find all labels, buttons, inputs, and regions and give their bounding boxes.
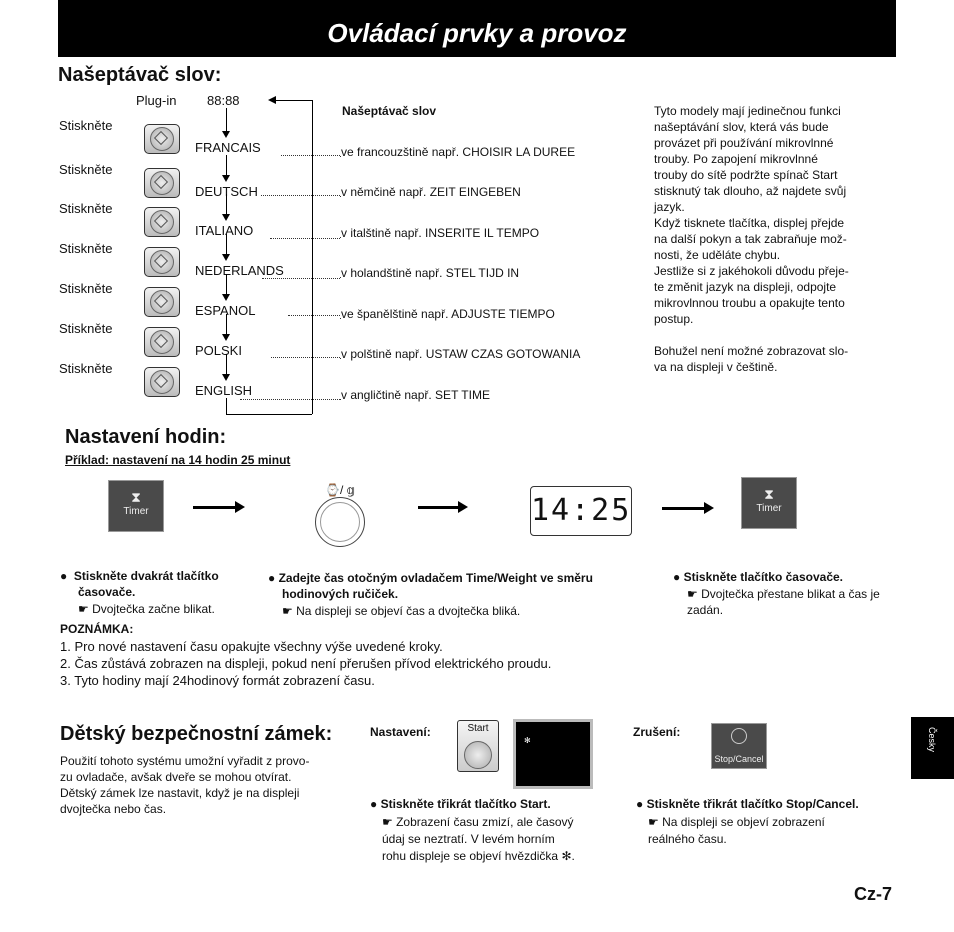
language-example: v angličtině např. SET TIME	[341, 388, 490, 402]
lock-set-step: ● Stiskněte třikrát tlačítko Start. ☛ Zobrazení času zmizí, ale časový údaj se neztratí. V levém horním rohu displeje se objeví hvězdička ✻.	[370, 796, 650, 865]
text-line: Bohužel není možné zobrazovat slo-	[654, 344, 849, 358]
text-line: na další pokyn a tak zabraňuje mož-	[654, 232, 847, 246]
step3-text: Stiskněte tlačítko časovače.	[683, 570, 844, 584]
text-line: 1. Pro nové nastavení času opakujte všechny výše uvedené kroky.	[60, 639, 443, 654]
page-number: Cz-7	[854, 884, 893, 904]
set-step-note	[370, 814, 650, 865]
start-button[interactable]	[144, 327, 180, 357]
page-title-banner	[58, 0, 896, 57]
language-option: ITALIANO	[195, 223, 254, 238]
language-option: NEDERLANDS	[195, 263, 284, 278]
loop-line-up	[226, 398, 227, 414]
lock-display	[513, 719, 593, 789]
text-line: mikrovlnnou troubu a opakujte tento	[654, 296, 845, 310]
cancel-step-note	[636, 814, 916, 848]
text-line: reálného času.	[648, 832, 727, 846]
clock-step-1: ● Stiskněte dvakrát tlačítko časovače. ☛ Dvojtečka začne blikat.	[60, 568, 260, 617]
start-label: Start	[467, 723, 489, 734]
set-label: Nastavení:	[370, 725, 431, 739]
text-line: Dětský zámek lze nastavit, když je na displeji	[60, 786, 300, 800]
arrow-down-icon	[222, 374, 230, 381]
clock-step-3: ● Stiskněte tlačítko časovače. ☛ Dvojtečka přestane blikat a čas je zadán.	[673, 569, 913, 618]
timer-label: Timer	[756, 503, 782, 514]
flow-line	[226, 314, 227, 336]
text-line: va na displeji v češtině.	[654, 360, 778, 374]
plugin-label: Plug-in	[136, 93, 177, 108]
lcd-display: 14:25	[530, 486, 632, 536]
leader-line	[288, 315, 340, 316]
language-option: ESPANOL	[195, 303, 256, 318]
hourglass-icon: ⧗	[764, 486, 774, 502]
timer-button-2[interactable]	[741, 477, 797, 529]
arrow-down-icon	[222, 254, 230, 261]
stop-icon	[731, 728, 747, 744]
arrow-down-icon	[222, 131, 230, 138]
lock-star-icon: ✻	[524, 736, 531, 745]
loop-line-right	[312, 100, 313, 414]
timer-button-1[interactable]	[108, 480, 164, 532]
note-title: POZNÁMKA:	[60, 622, 134, 636]
text-line: Jestliže si z jakéhokoli důvodu přeje-	[654, 264, 849, 278]
set-step-text: Stiskněte třikrát tlačítko Start.	[380, 797, 551, 811]
loop-line-bottom	[226, 414, 312, 415]
language-example: v holandštině např. STEL TIJD IN	[341, 266, 520, 280]
arrow-down-icon	[222, 294, 230, 301]
language-option: FRANCAIS	[195, 140, 261, 155]
display-88: 88:88	[207, 93, 240, 108]
step3-note: ☛ Dvojtečka přestane blikat a čas je zadán.	[687, 587, 880, 617]
language-example: v italštině např. INSERITE IL TEMPO	[341, 226, 540, 240]
start-button[interactable]	[144, 247, 180, 277]
leader-line	[262, 278, 340, 279]
text-line: stisknutý tak dlouho, až najdete svůj	[654, 184, 847, 198]
press-label: Stiskněte	[59, 321, 113, 336]
clock-example: Příklad: nastavení na 14 hodin 25 minut	[65, 453, 291, 467]
arrow-icon	[662, 507, 706, 510]
text-line: trouby. Po zapojení mikrovlnné	[654, 152, 818, 166]
leader-line	[281, 155, 340, 156]
text-line: Použití tohoto systému umožní vyřadit z provo-	[60, 754, 310, 768]
text-line: Když tisknete tlačítka, displej přejde	[654, 216, 845, 230]
cancel-label: Zrušení:	[633, 725, 681, 739]
press-label: Stiskněte	[59, 361, 113, 376]
text-line: rohu displeje se objeví hvězdička ✻.	[382, 849, 575, 863]
step2-text: Zadejte čas otočným ovladačem Time/Weight ve směru hodinových ručiček.	[278, 571, 593, 601]
wordprompt-description	[654, 103, 894, 375]
text-line: nosti, že uděláte chybu.	[654, 248, 781, 262]
clock-step-2: ● Zadejte čas otočným ovladačem Time/Weight ve směru hodinových ručiček. ☛ Na displeji se objeví čas a dvojtečka bliká.	[268, 570, 628, 619]
language-option: DEUTSCH	[195, 184, 258, 199]
arrow-down-icon	[222, 175, 230, 182]
start-button[interactable]	[144, 287, 180, 317]
text-line: ☛ Na displeji se objeví zobrazení	[648, 815, 825, 829]
loop-line-top	[272, 100, 312, 101]
flow-line	[226, 155, 227, 177]
wordprompt-mid-title: Našeptávač slov	[342, 104, 437, 118]
step1-text: Stiskněte dvakrát tlačítko časovače.	[73, 569, 219, 599]
flow-line	[226, 194, 227, 216]
press-label: Stiskněte	[59, 241, 113, 256]
leader-line	[261, 195, 340, 196]
language-example: ve španělštině např. ADJUSTE TIEMPO	[341, 307, 555, 321]
arrow-icon	[418, 506, 460, 509]
wordprompt-heading: Našeptávač slov:	[58, 64, 222, 86]
notes-list	[60, 638, 840, 689]
language-side-tab	[911, 717, 954, 779]
leader-line	[270, 238, 340, 239]
text-line: 3. Tyto hodiny mají 24hodinový formát zobrazení času.	[60, 673, 375, 688]
flow-line	[226, 108, 227, 120]
text-line: našeptávání slov, která vás bude	[654, 120, 829, 134]
dial-label: ⌚/ 𝕘	[325, 483, 356, 497]
text-line: te změnit jazyk na displeji, odpojte	[654, 280, 837, 294]
text-line: trouby do sítě podržte spínač Start	[654, 168, 838, 182]
text-line: 2. Čas zůstává zobrazen na displeji, pokud není přerušen přívod elektrického proudu.	[60, 656, 552, 671]
flow-line	[226, 354, 227, 376]
leader-line	[240, 399, 340, 400]
start-button[interactable]	[144, 367, 180, 397]
language-option: ENGLISH	[195, 383, 253, 398]
language-example: v polštině např. USTAW CZAS GOTOWANIA	[341, 347, 581, 361]
step1-note: ☛ Dvojtečka začne blikat.	[78, 602, 215, 616]
language-option: POLSKI	[195, 343, 242, 358]
press-label: Stiskněte	[59, 201, 113, 216]
arrow-down-icon	[222, 214, 230, 221]
text-line	[654, 327, 894, 343]
start-button[interactable]	[144, 124, 180, 154]
text-line: Tyto modely mají jedinečnou funkci	[654, 104, 841, 118]
lock-heading: Dětský bezpečnostní zámek:	[60, 723, 333, 745]
text-line: ☛ Zobrazení času zmizí, ale časový	[382, 815, 574, 829]
text-line: provázet při používání mikrovlnné	[654, 136, 834, 150]
time-weight-dial[interactable]	[315, 497, 365, 547]
arrow-icon	[193, 506, 237, 509]
stop-cancel-button[interactable]	[711, 723, 767, 769]
hourglass-icon: ⧗	[131, 489, 141, 505]
text-line: jazyk.	[654, 200, 685, 214]
start-button[interactable]	[144, 207, 180, 237]
cancel-step-text: Stiskněte třikrát tlačítko Stop/Cancel.	[646, 797, 859, 811]
start-button[interactable]	[457, 720, 499, 772]
text-line: údaj se neztratí. V levém horním	[382, 832, 555, 846]
arrow-down-icon	[222, 334, 230, 341]
text-line: dvojtečka nebo čas.	[60, 802, 167, 816]
press-label: Stiskněte	[59, 118, 113, 133]
start-icon	[464, 741, 492, 769]
text-line: postup.	[654, 312, 694, 326]
step2-note: ☛ Na displeji se objeví čas a dvojtečka bliká.	[282, 604, 521, 618]
leader-line	[271, 357, 340, 358]
stop-label: Stop/Cancel	[714, 754, 764, 764]
language-example: v němčině např. ZEIT EINGEBEN	[341, 185, 521, 199]
press-label: Stiskněte	[59, 162, 113, 177]
side-tab-label: Česky	[927, 727, 937, 753]
page-title: Ovládací prvky a provoz	[327, 18, 627, 48]
flow-line	[226, 274, 227, 296]
clock-heading: Nastavení hodin:	[65, 426, 227, 448]
flow-line	[226, 234, 227, 256]
press-label: Stiskněte	[59, 281, 113, 296]
text-line: zu ovladače, avšak dveře se mohou otvírat.	[60, 770, 292, 784]
lock-body	[60, 753, 360, 817]
start-button[interactable]	[144, 168, 180, 198]
timer-label: Timer	[123, 506, 149, 517]
lock-cancel-step: ● Stiskněte třikrát tlačítko Stop/Cancel. ☛ Na displeji se objeví zobrazení reálného času.	[636, 796, 916, 848]
loop-arrowhead	[268, 96, 276, 104]
language-example: ve francouzštině např. CHOISIR LA DUREE	[341, 145, 576, 159]
